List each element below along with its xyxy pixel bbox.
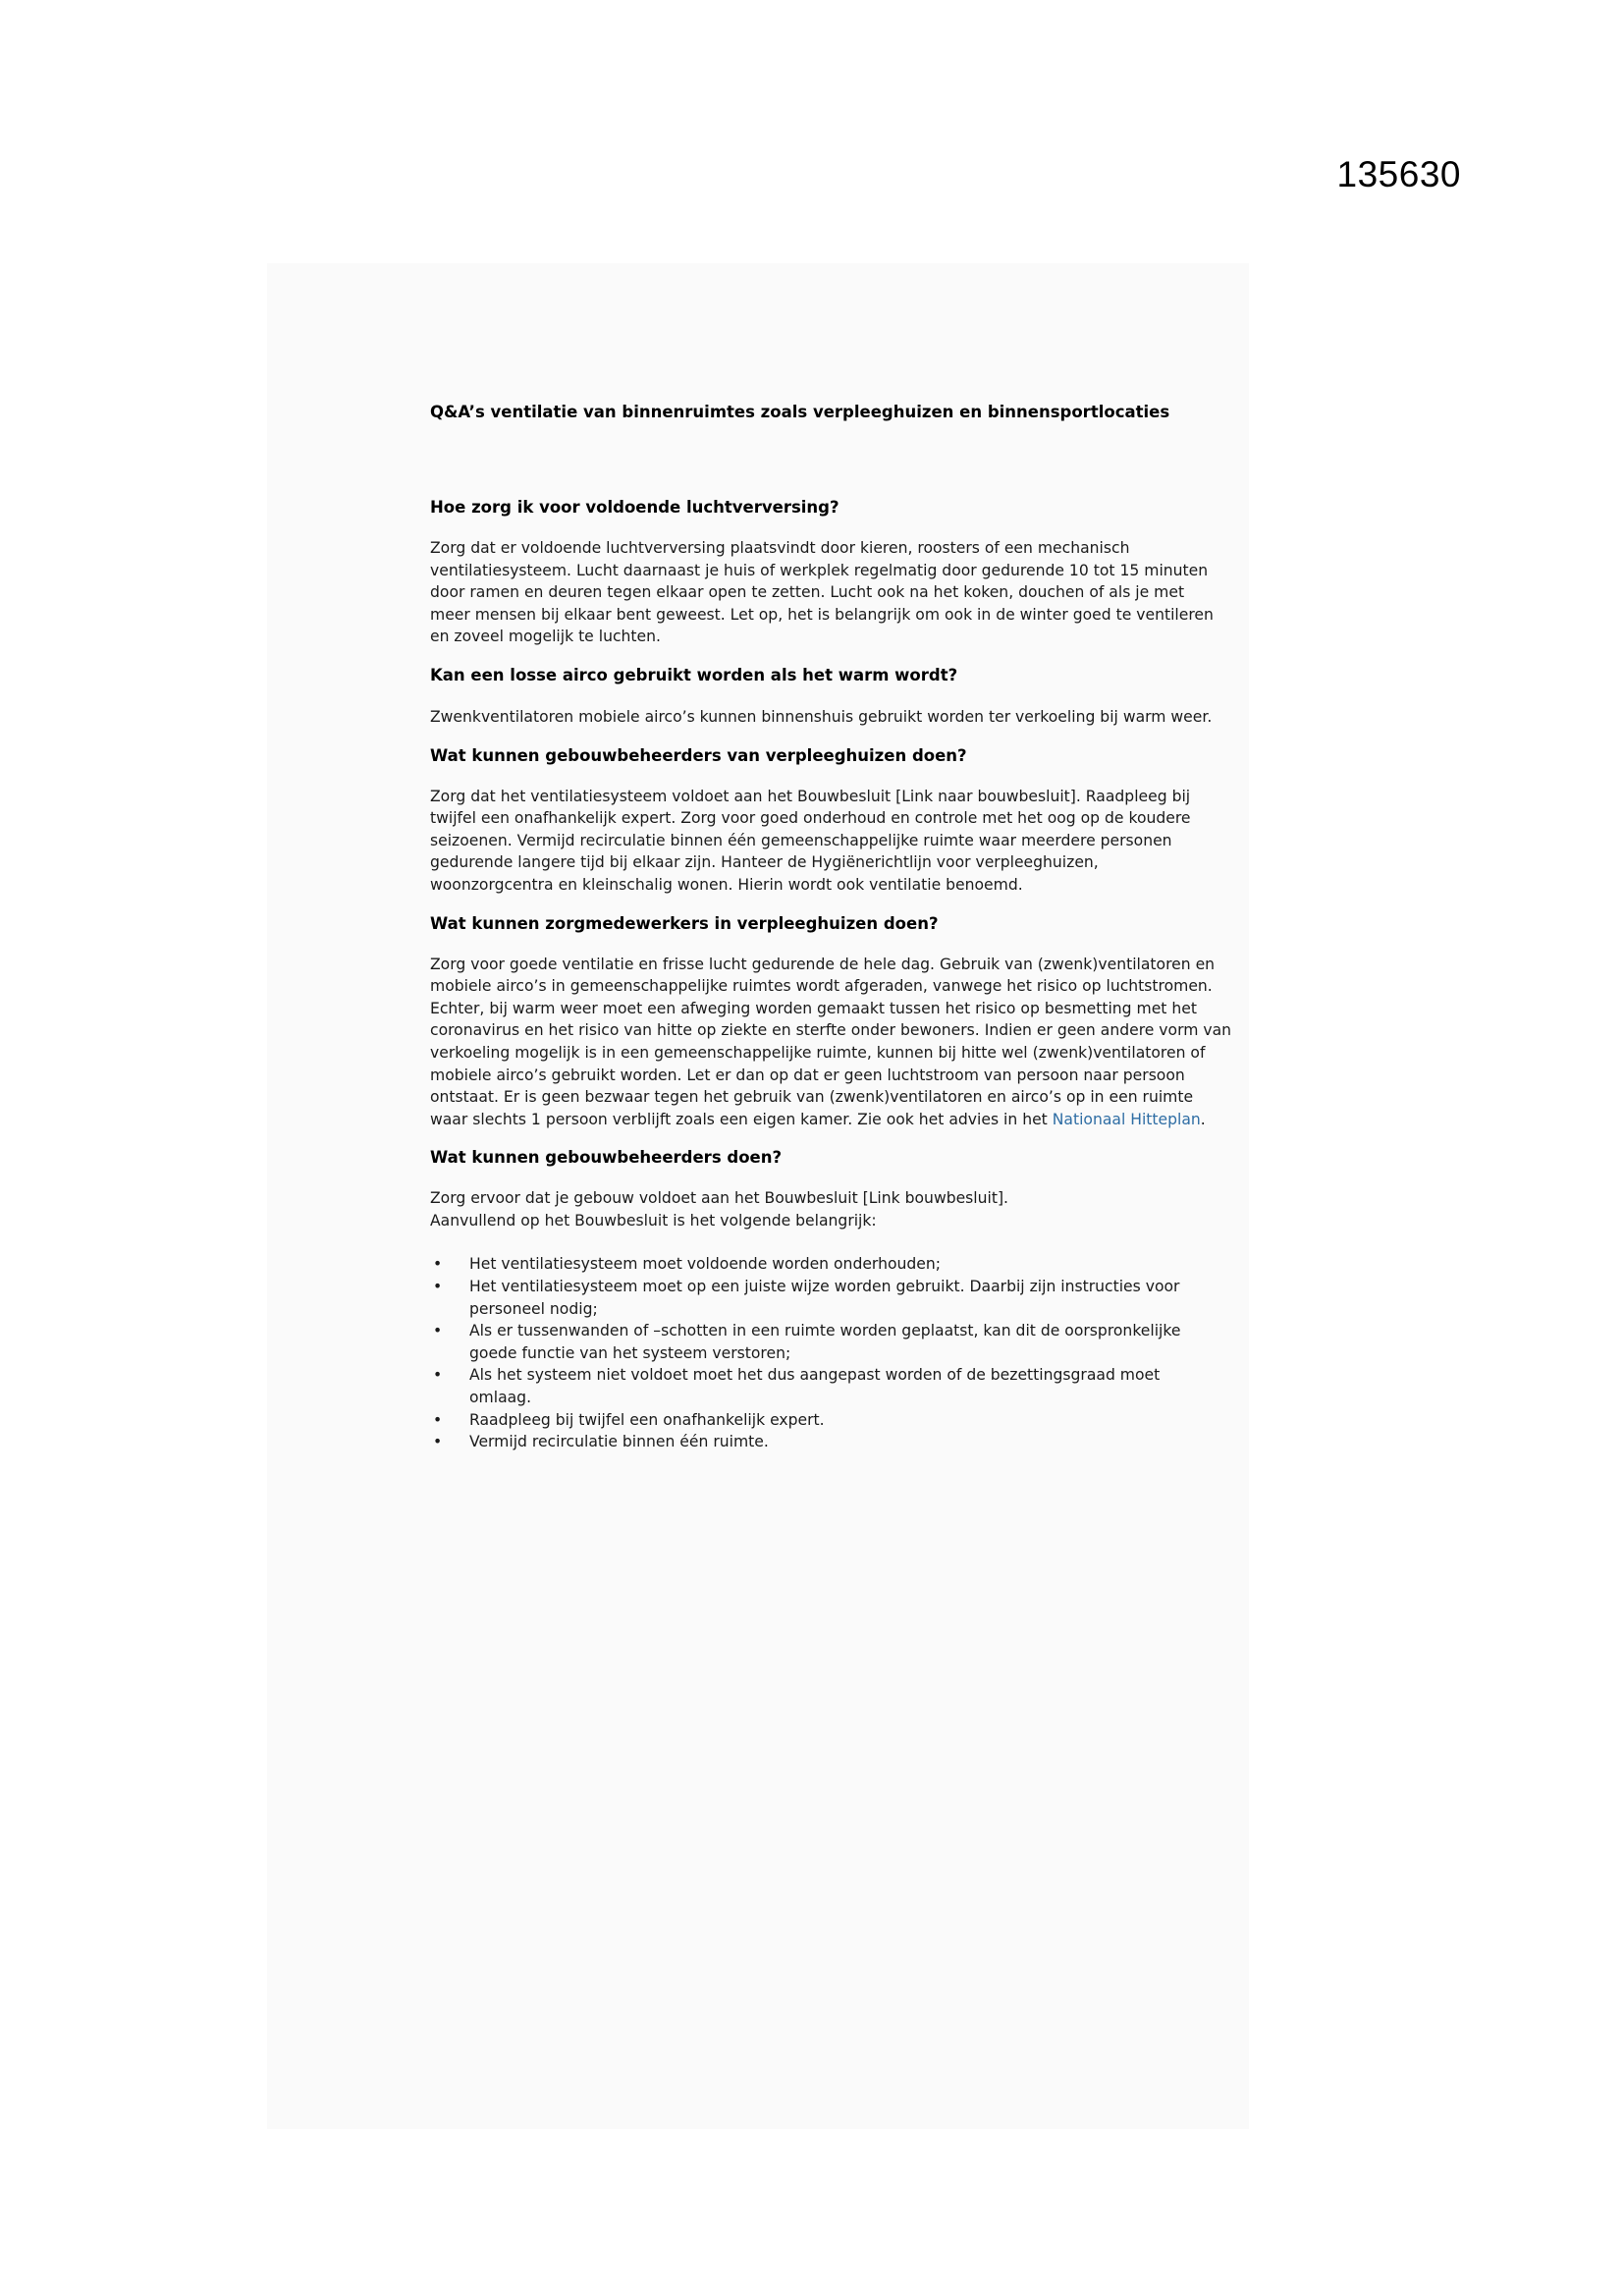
list-item-text: Het ventilatiesysteem moet op een juiste wijze worden gebruikt. Daarbij zijn instructies voor personeel nodig; [469,1278,1180,1318]
section-body-airco: Zwenkventilatoren mobiele airco’s kunnen binnenshuis gebruikt worden ter verkoeling bij warm weer. [430,707,1213,726]
bullet-icon: • [433,1255,443,1274]
document-number: 135630 [1336,154,1461,194]
bullet-icon: • [433,1366,443,1385]
list-item [430,1276,1211,1320]
bullet-icon: • [433,1410,443,1429]
list-item [430,1409,1211,1432]
section-heading-gebouwbeheerders: Wat kunnen gebouwbeheerders doen? [430,1148,783,1168]
section-body-zorgmedewerkers [430,954,1235,1131]
section-body-zorgmedewerkers-text: Zorg voor goede ventilatie en frisse lucht gedurende de hele dag. Gebruik van (zwenk)ventilatoren en mobiele airco’s in gemeenschappelijke ruimtes wordt afgeraden, vanwege het risico op luchtstromen. Echter, bij warm weer moet een afweging worden gemaakt tussen het risico op besmetting met het coronavirus en het risico van hitte op ziekte en sterfte onder bewoners. Indien er geen andere vorm van verkoeling mogelijk is in een gemeenschappelijke ruimte, kunnen bij hitte wel (zwenk)ventilatoren of mobiele airco’s gebruikt worden. Let er dan op dat er geen luchtstroom van persoon naar persoon ontstaat. Er is geen bezwaar tegen het gebruik van (zwenk)ventilatoren en airco’s op in een ruimte waar slechts 1 persoon verblijft zoals een eigen kamer. Zie ook het advies in het [430,955,1232,1128]
section-heading-airco: Kan een losse airco gebruikt worden als het warm wordt? [430,665,958,684]
section-body-gebouwbeheerders-line1: Zorg ervoor dat je gebouw voldoet aan het Bouwbesluit [Link bouwbesluit]. [430,1189,1009,1208]
bullet-icon: • [433,1278,443,1296]
recommendations-list [430,1253,1211,1452]
nationaal-hitteplan-link[interactable]: Nationaal Hitteplan [1052,1110,1201,1128]
list-item-text: Als er tussenwanden of –schotten in een ruimte worden geplaatst, kan dit de oorspronkelijke goede functie van het systeem verstoren; [469,1322,1181,1362]
section-heading-zorgmedewerkers: Wat kunnen zorgmedewerkers in verpleeghuizen doen? [430,913,939,933]
section-body-zorgmedewerkers-end: . [1200,1110,1206,1128]
list-item-text: Vermijd recirculatie binnen één ruimte. [469,1433,769,1451]
section-heading-luchtverversing: Hoe zorg ik voor voldoende luchtverversing? [430,498,839,517]
list-item-text: Het ventilatiesysteem moet voldoende worden onderhouden; [469,1255,942,1274]
section-body-gebouwbeheerders-verpleeghuizen: Zorg dat het ventilatiesysteem voldoet aan het Bouwbesluit [Link naar bouwbesluit]. Raadpleeg bij twijfel een onafhankelijk expert. Zorg voor goed onderhoud en controle met het oog op de koudere seizoenen. Vermijd recirculatie binnen één gemeenschappelijke ruimte waar meerdere personen gedurende langere tijd bij elkaar zijn. Hanteer de Hygiënerichtlijn voor verpleeghuizen, woonzorgcentra en kleinschalig wonen. Hierin wordt ook ventilatie benoemd. [430,787,1191,894]
bullet-icon: • [433,1433,443,1451]
list-item-text: Als het systeem niet voldoet moet het dus aangepast worden of de bezettingsgraad moet omlaag. [469,1366,1161,1407]
list-item [430,1364,1211,1408]
list-item [430,1320,1211,1364]
section-body-gebouwbeheerders-line2: Aanvullend op het Bouwbesluit is het volgende belangrijk: [430,1211,877,1230]
list-item-text: Raadpleeg bij twijfel een onafhankelijk expert. [469,1410,825,1429]
document-title: Q&A’s ventilatie van binnenruimtes zoals verpleeghuizen en binnensportlocaties [430,403,1170,421]
section-body-luchtverversing: Zorg dat er voldoende luchtverversing plaatsvindt door kieren, roosters of een mechanisch ventilatiesysteem. Lucht daarnaast je huis of werkplek regelmatig door gedurende 10 tot 15 minuten door ramen en deuren tegen elkaar open te zetten. Lucht ook na het koken, douchen of als je met meer mensen bij elkaar bent geweest. Let op, het is belangrijk om ook in de winter goed te ventileren en zoveel mogelijk te luchten. [430,539,1214,646]
section-heading-gebouwbeheerders-verpleeghuizen: Wat kunnen gebouwbeheerders van verpleeghuizen doen? [430,745,967,765]
document-content [430,401,1235,1453]
list-item [430,1431,1211,1453]
bullet-icon: • [433,1322,443,1340]
list-item [430,1253,1211,1276]
